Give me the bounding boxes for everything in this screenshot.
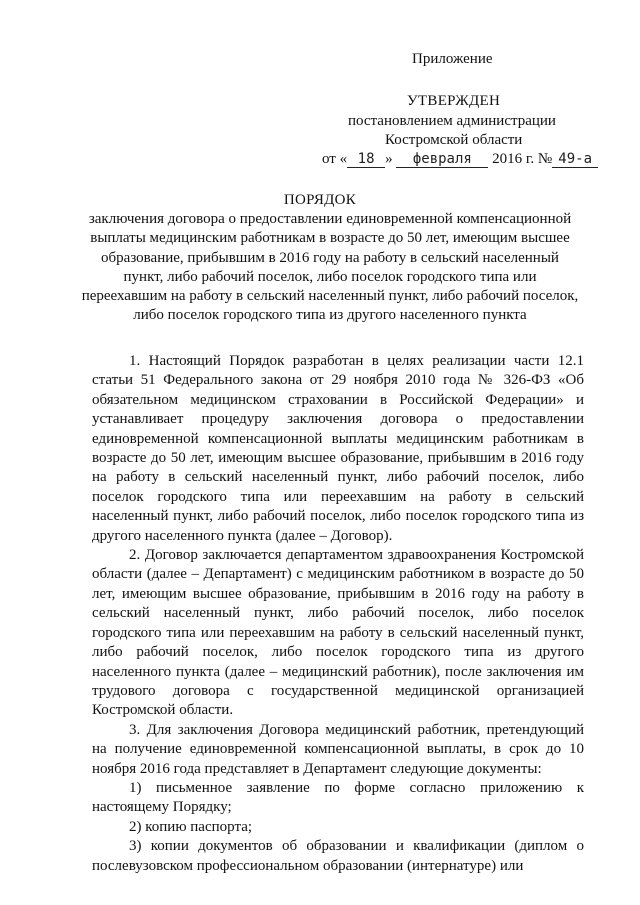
paragraph-3: 3. Для заключения Договора медицинский работник, претендующий на получение единовременной компенсационной выплаты, в срок до 10 ноября 2016 года представляет в Департамент следующие документы: — [92, 721, 584, 777]
date-line — [322, 150, 598, 169]
date-prefix: от « — [322, 151, 348, 167]
list-item-1: 1) письменное заявление по форме согласно приложению к настоящему Порядку; — [92, 779, 584, 816]
document-subtitle: заключения договора о предоставлении единовременной компенсационной выплаты медицинским работникам в возрасте до 50 лет, имеющим высшее образование, прибывшим в 2016 году на работу в сельский населенный пункт, либо рабочий поселок, либо поселок городского типа или переехавшим на работу в сельский населенный пункт, либо рабочий поселок, либо поселок городского типа из другого населенного пункта — [81, 211, 579, 324]
approved-label: УТВЕРЖДЕН — [407, 93, 501, 109]
date-day: 18 — [347, 152, 385, 168]
date-year: 2016 г. № — [492, 151, 553, 167]
list-item-2: 2) копию паспорта; — [129, 818, 253, 835]
document-number: 49-а — [552, 152, 598, 168]
appendix-label: Приложение — [412, 51, 493, 67]
paragraph-1: 1. Настоящий Порядок разработан в целях реализации части 12.1 статьи 51 Федерального закона от 29 ноября 2010 года № 326-ФЗ «Об обязательном медицинском страховании в Российской Федерации» и устанавливает процедуру заключения договора о предоставлении единовременной компенсационной выплаты медицинским работникам в возрасте до 50 лет, имеющим высшее образование, прибывшим в 2016 году на работу в сельский населенный пункт, либо рабочий поселок, либо поселок городского типа или переехавшим на работу в сельский населенный пункт, либо рабочий поселок, либо поселок городского типа из другого населенного пункта (далее – Договор). — [92, 353, 584, 544]
region-line: Костромской области — [385, 132, 523, 148]
document-title: ПОРЯДОК — [283, 192, 357, 208]
list-item-3: 3) копии документов об образовании и квалификации (диплом о послевузовском профессиональном образовании (интернатуре) или — [92, 838, 584, 874]
date-month: февраля — [396, 152, 488, 168]
approved-by-line: постановлением администрации — [348, 113, 556, 129]
date-mid: » — [385, 151, 393, 167]
paragraph-2: 2. Договор заключается департаментом здравоохранения Костромской области (далее – Департамент) с медицинским работником в возрасте до 50 лет, имеющим высшее образование, прибывшим в 2016 году на работу в сельский населенный пункт, либо рабочий поселок, либо поселок городского типа или переехавшим на работу в сельский населенный пункт, либо рабочий поселок, либо поселок городского типа из другого населенного пункта (далее – медицинский работник), после заключения им трудового договора с государственной медицинской организацией Костромской области. — [92, 547, 584, 719]
document-body — [92, 352, 584, 876]
